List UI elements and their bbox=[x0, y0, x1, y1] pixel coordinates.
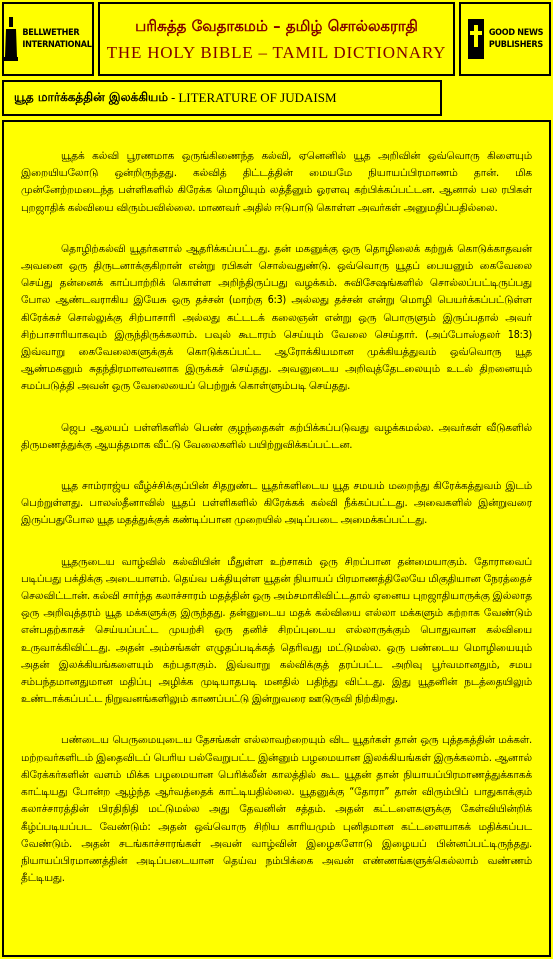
bellwether-logo bbox=[2, 2, 94, 76]
section-title-english: LITERATURE OF JUDAISM bbox=[178, 90, 337, 105]
bible-icon bbox=[467, 19, 485, 59]
logo-line: PUBLISHERS bbox=[488, 40, 543, 50]
logo-line: GOOD NEWS bbox=[488, 28, 544, 38]
section-title-tamil: யூத மார்க்கத்தின் இலக்கியம் bbox=[14, 90, 168, 104]
logo-line: BELLWETHER bbox=[22, 28, 80, 38]
section-heading bbox=[2, 80, 442, 116]
logo-line: INTERNATIONAL bbox=[22, 40, 92, 50]
paragraph: ஜெப ஆலயப் பள்ளிகளில் பெண் குழந்தைகள் கற்பிக்கப்படுவது வழக்கமல்ல. அவர்கள் வீடுகளில் திருமணத்துக்கு ஆயத்தமாக வீட்டு வேலைகளில் பயிற்றுவிக்கப்பட்டன. bbox=[21, 421, 532, 451]
title-english: THE HOLY BIBLE – TAMIL DICTIONARY bbox=[106, 43, 447, 62]
article-body bbox=[2, 120, 551, 957]
paragraph: யூத சாம்ராஜ்ய வீழ்ச்சிக்குப்பின் சிதறுண்ட யூதர்களிடைய யூத சமயம் மறைந்து கிரேக்கத்துவம் இடம் பெற்றுள்ளது. பாலஸ்தீனாவில் யூதப் பள்ளிகளில் கிரேக்கக் கல்வி நீக்கப்பட்டது. அவைகளில் இன்றுவரை இருப்பதுபோல யூத மதத்துக்குக் கண்டிப்பான முறையில் அடிப்படை அமைக்கப்பட்டது. bbox=[21, 480, 532, 527]
paragraph: பண்டைய பெருமையுடைய தேசங்கள் எல்லாவற்றையும் விட யூதர்கள் தான் ஒரு புத்தகத்தின் மக்கள். மற்றவர்களிடம் இதைவிடப் பெரிய பல்வேறுபட்ட இன்னும் பழமையான இலக்கியங்கள் இருக்கலாம். ஆனால் கிரேக்கர்களின் வளம் மிக்க பழமையான பெரிக்லீன் காலத்தில் கூட யூதன் தான் நியாயப்பிரமாணத்துக்காகக் காட்டியது போன்ற ஆழ்ந்த ஆர்வத்தைக் காட்டியதில்லை. யூதனுக்கு “தோரா” தான் விரும்பிப் பாதுகாக்கும் கலாச்சாரத்தின் பிரதிநிதி மட்டுமல்ல அது தேவனின் சத்தம். அதன் கட்டளைகளுக்கு கேள்வியின்றிக் கீழ்ப்படியப்பட வேண்டும்: அதன் ஒவ்வொரு சிறிய காரியமும் புனிதமான கட்டளையாகக் மதிக்கப்பட வேண்டும். அதன் சடங்காச்சாரங்கள் அவன் வாழ்வின் இழைகளோடு இழையப் பின்னப்பட்டிருந்தது. நியாயப்பிரமாணத்தின் அடிப்படையான தெய்வ நம்பிக்கை அவன் எண்ணங்களுக்கெல்லாம் வண்ணம் தீட்டியது. bbox=[21, 734, 532, 885]
paragraph: தொழிற்கல்வி யூதர்களால் ஆதரிக்கப்பட்டது. தன் மகனுக்கு ஒரு தொழிலைக் கற்றுக் கொடுக்காதவன் அவனை ஒரு திருடனாக்குகிறான் என்று ரபிகள் சொல்வதுண்டு. ஒவ்வொரு யூதப் பையனும் கைவேலை செய்து தன்னைக் காப்பாற்றிக் கொள்ள அறிந்திருப்பது வழக்கம். சுவிசேஷங்களில் சொல்லப்பட்டிருப்பது போல ஆண்டவராகிய இயேசு ஒரு தச்சன் (மாற்கு 6:3) அல்லது தச்சன் என்று மொழி பெயர்க்கப்பட்டுள்ள கிரேக்கச் சொல்லுக்கு சிற்பாசாரி அல்லது கட்டடக் கலைஞன் என்று ஒரு பொருளும் இருப்பதால் அவர் சிற்பாசாரியாகவும் இருந்திருக்கலாம். பவுல் கூடாரம் செய்யும் வேலை செய்தார். (அப்போஸ்தலர் 18:3) இவ்வாறு கைவேலைகளுக்குக் கொடுக்கப்பட்ட ஆரோக்கியமான முக்கியத்துவம் ஒவ்வொரு யூத ஆண்மகனும் சுதந்திரமானவனாக இருக்கச் செய்தது. அவனுடைய அறிவுத்தேடலையும் உடல் திறனையும் சமப்படுத்தி அவன் ஒரு வேலையைப் பெற்றுக் கொள்ளும்படி செய்தது. bbox=[21, 242, 532, 393]
paragraph: யூதருடைய வாழ்வில் கல்வியின் மீதுள்ள உற்சாகம் ஒரு சிறப்பான தன்மையாகும். தோராவைப் படிப்பது பக்திக்கு அடையாளம். தெய்வ பக்தியுள்ள யூதன் நியாயப் பிரமாணத்திலேயே மிகுதியான நேரத்தைச் செலவிட்டான். கல்வி சார்ந்த கலாச்சாரம் மதத்தின் ஒரு அம்சமாகிவிட்டதால் ஏனைய புறஜாதியாருக்கு இல்லாத ஒரு அறிவுத்தரம் யூத மக்களுக்கு இருந்தது. தன்னுடைய மதக் கல்வியை எல்லா மக்களும் கற்றாக வேண்டும் என்பதற்காகச் செய்யப்பட்ட முயற்சி ஒரு தனிச் சிறப்புடைய எல்லாருக்கும் பொதுவான கல்வியை உருவாக்கிவிட்டது. அதன் அம்சங்கள் எழுதப்படிக்கத் தெரிவது மட்டுமல்ல. ஒரு பண்டைய மொழியையும் அதன் இலக்கியங்களையும் கற்பதாகும். இவ்வாறு கல்விக்குத் தரப்பட்ட அறிவு பூர்வமானதும், சமய சம்பந்தமானதுமான மதிப்பு அழிக்க முடியாதபடி மனதில் பதிந்து விட்டது. இது யூதனின் நடத்தையிலும் உண்டாக்கப்பட்ட நிறுவனங்களிலும் காணப்பட்டு இன்றுவரை ஊடுருவி நிற்கிறது. bbox=[21, 555, 532, 706]
bell-icon bbox=[4, 17, 18, 61]
good-news-logo bbox=[459, 2, 551, 76]
title-tamil: பரிசுத்த வேதாகமம் – தமிழ் சொல்லகராதி bbox=[135, 17, 418, 35]
title-banner bbox=[98, 2, 455, 76]
section-separator: - bbox=[170, 91, 176, 105]
paragraph: யூதக் கல்வி பூரணமாக ஒருங்கிணைந்த கல்வி, ஏனெனில் யூத அறிவின் ஒவ்வொரு கிளையும் இறையியலோடு ஒன்றிருந்தது. கல்வித் திட்டத்தின் மையமே நியாயப்பிரமாணம் தான். மிக முன்னேற்றமடைந்த பள்ளிகளில் கிரேக்க மொழியும் லத்தீனும் ஓரளவு கற்பிக்கப்பட்டன. ஆனால் பல ரபிகள் புறஜாதிக் கல்வியை விரும்பவில்லை. மாணவர் அதில் ஈடுபாடு கொள்ள அவர்கள் அனுமதிப்பதில்லை. bbox=[21, 150, 532, 214]
